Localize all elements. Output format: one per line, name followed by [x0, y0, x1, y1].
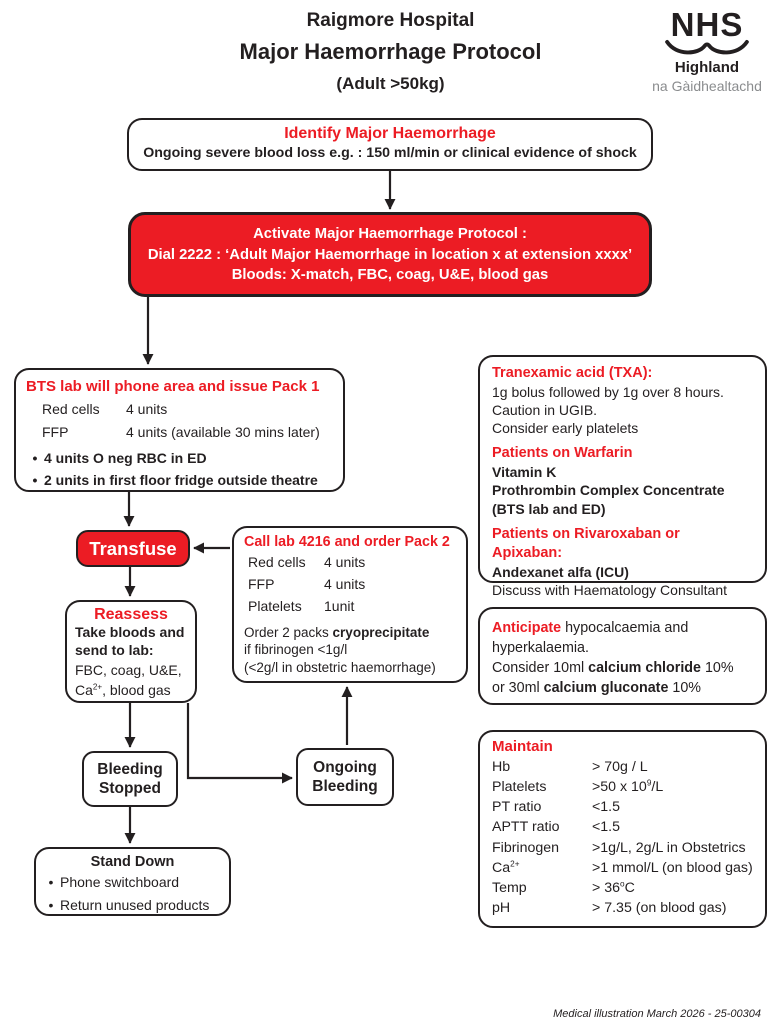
maintain-row: [492, 838, 753, 858]
pack1-item-value: 4 units: [126, 401, 168, 417]
page-title: Major Haemorrhage Protocol: [239, 39, 542, 64]
maintain-row: [492, 898, 753, 918]
pack1-title: BTS lab will phone area and issue Pack 1: [26, 378, 320, 395]
maintain-row-value: >50 x $10^9/L$: [592, 778, 664, 796]
anticipate-box: Anticipate hypocalcaemia and hyperkalaemia. Consider 10ml calcium chloride 10% or 30ml calcium gluconate 10%: [478, 607, 767, 705]
maintain-row-label: Temp: [492, 879, 527, 896]
maintain-row: [492, 777, 753, 797]
activate-line1: Activate Major Haemorrhage Protocol :: [253, 226, 527, 242]
maintain-row-label: APTT ratio: [492, 819, 560, 836]
pack2-item-value: 4 units: [324, 575, 366, 592]
maintain-row-label: Hb: [492, 759, 511, 775]
txa-line: Caution in UGIB.: [492, 402, 598, 419]
txa-line: 1g bolus followed by 1g over 8 hours.: [492, 383, 724, 400]
pack1-bullet: • 4 units O neg RBC in ED: [26, 449, 333, 469]
maintain-title: Maintain: [492, 738, 553, 755]
pack2-item-label: Red cells: [248, 554, 306, 570]
reassess-tests: FBC, coag, U&E, $Ca^{2+}$, blood gas: [75, 662, 182, 698]
identify-subtitle: Ongoing severe blood loss e.g. : 150 ml/min or clinical evidence of shock: [143, 145, 637, 161]
maintain-row-label: $Ca^{2+}$: [492, 859, 520, 876]
maintain-row: [492, 817, 753, 837]
stand-down-box: [34, 847, 231, 916]
logo-region-label: Highland: [674, 59, 740, 76]
warfarin-line: Vitamin K: [492, 464, 557, 481]
txa-title: Tranexamic acid (TXA):: [492, 365, 653, 381]
identify-haemorrhage-box: [127, 118, 653, 171]
stand-down-title: Stand Down: [90, 854, 175, 870]
hospital-name: Raigmore Hospital: [306, 10, 475, 31]
pack2-title: Call lab 4216 and order Pack 2: [244, 534, 450, 550]
pack2-cryo-note: Order 2 packs cryoprecipitate if fibrinogen <1g/l (<2g/l in obstetric haemorrhage): [244, 624, 436, 676]
pack1-item-row: [42, 423, 333, 442]
stand-down-bullet: • Return unused products: [42, 896, 223, 916]
doac-line: Discuss with Haematology Consultant: [492, 581, 727, 598]
pack2-item-row: [248, 597, 456, 616]
txa-box: [478, 355, 767, 598]
pack2-item-label: Platelets: [248, 597, 302, 614]
pack1-item-row: [42, 400, 333, 419]
stand-down-bullet: • Phone switchboard: [42, 873, 223, 893]
arrow-reassess-to-ongoing-bleeding: [188, 703, 292, 778]
warfarin-title: Patients on Warfarin: [492, 445, 633, 462]
nhs-wordmark: NHS: [670, 6, 744, 43]
pack1-item-value: 4 units (available 30 mins later): [126, 423, 320, 440]
doac-title: Patients on Rivaroxaban or Apixaban:: [492, 525, 680, 561]
warfarin-line: (BTS lab and ED): [492, 500, 606, 517]
bullet-icon: •: [48, 896, 54, 913]
maintain-box: [478, 730, 767, 928]
maintain-row: [492, 858, 753, 878]
maintain-row-value: >1g/L, 2g/L in Obstetrics: [592, 839, 746, 856]
bullet-icon: •: [32, 449, 38, 466]
reassess-instruction: Take bloods and send to lab:: [75, 624, 185, 658]
pack2-item-value: 1unit: [324, 597, 355, 614]
maintain-row-value: >1 mmol/L (on blood gas): [592, 859, 753, 876]
activate-line2: Dial 2222 : ‘Adult Major Haemorrhage in location x at extension xxxx’: [147, 246, 633, 263]
maintain-row-label: PT ratio: [492, 799, 542, 816]
bullet-icon: •: [48, 874, 54, 890]
ongoing-bleeding-node: Ongoing Bleeding: [296, 748, 394, 806]
transfuse-label: Transfuse: [89, 537, 177, 559]
pack1-box: [14, 368, 345, 492]
reassess-box: [65, 600, 197, 703]
pack2-item-label: FFP: [248, 575, 275, 592]
pack2-item-row: [248, 575, 456, 594]
bullet-icon: •: [32, 472, 38, 489]
pack2-item-value: 4 units: [324, 554, 366, 570]
activate-protocol-box: [128, 212, 652, 297]
maintain-row-value: > 70g / L: [592, 759, 648, 775]
pack2-item-row: [248, 553, 456, 572]
maintain-row-value: <1.5: [592, 819, 621, 836]
transfuse-node: [76, 530, 190, 567]
maintain-row-value: <1.5: [592, 799, 621, 816]
maintain-row: [492, 797, 753, 817]
nhs-highland-logo: [642, 8, 772, 94]
doac-line: Andexanet alfa (ICU): [492, 563, 629, 580]
reassess-title: Reassess: [94, 606, 168, 623]
maintain-row-label: pH: [492, 900, 511, 917]
page-subtitle: (Adult >50kg): [336, 74, 445, 93]
logo-gaelic-label: na Gàidhealtachd: [652, 78, 762, 94]
warfarin-line: Prothrombin Complex Concentrate: [492, 482, 725, 499]
maintain-row: [492, 757, 753, 777]
anticipate-keyword: Anticipate: [492, 620, 562, 636]
maintain-row-label: Platelets: [492, 779, 547, 796]
txa-line: Consider early platelets: [492, 420, 639, 437]
pack2-box: [232, 526, 468, 683]
maintain-row-label: Fibrinogen: [492, 839, 560, 856]
maintain-row: [492, 878, 753, 898]
pack1-bullet: • 2 units in first floor fridge outside theatre: [26, 471, 333, 491]
pack1-item-label: Red cells: [42, 401, 100, 417]
bleeding-stopped-node: Bleeding Stopped: [82, 751, 178, 807]
maintain-row-value: > $36^oC$: [592, 879, 635, 896]
activate-line3: Bloods: X-match, FBC, coag, U&E, blood gas: [231, 267, 549, 284]
footer-credit: Medical illustration March 2026 - 25-00304: [553, 1008, 761, 1020]
maintain-row-value: > 7.35 (on blood gas): [592, 900, 727, 917]
pack1-item-label: FFP: [42, 423, 69, 440]
identify-title: Identify Major Haemorrhage: [284, 125, 496, 142]
